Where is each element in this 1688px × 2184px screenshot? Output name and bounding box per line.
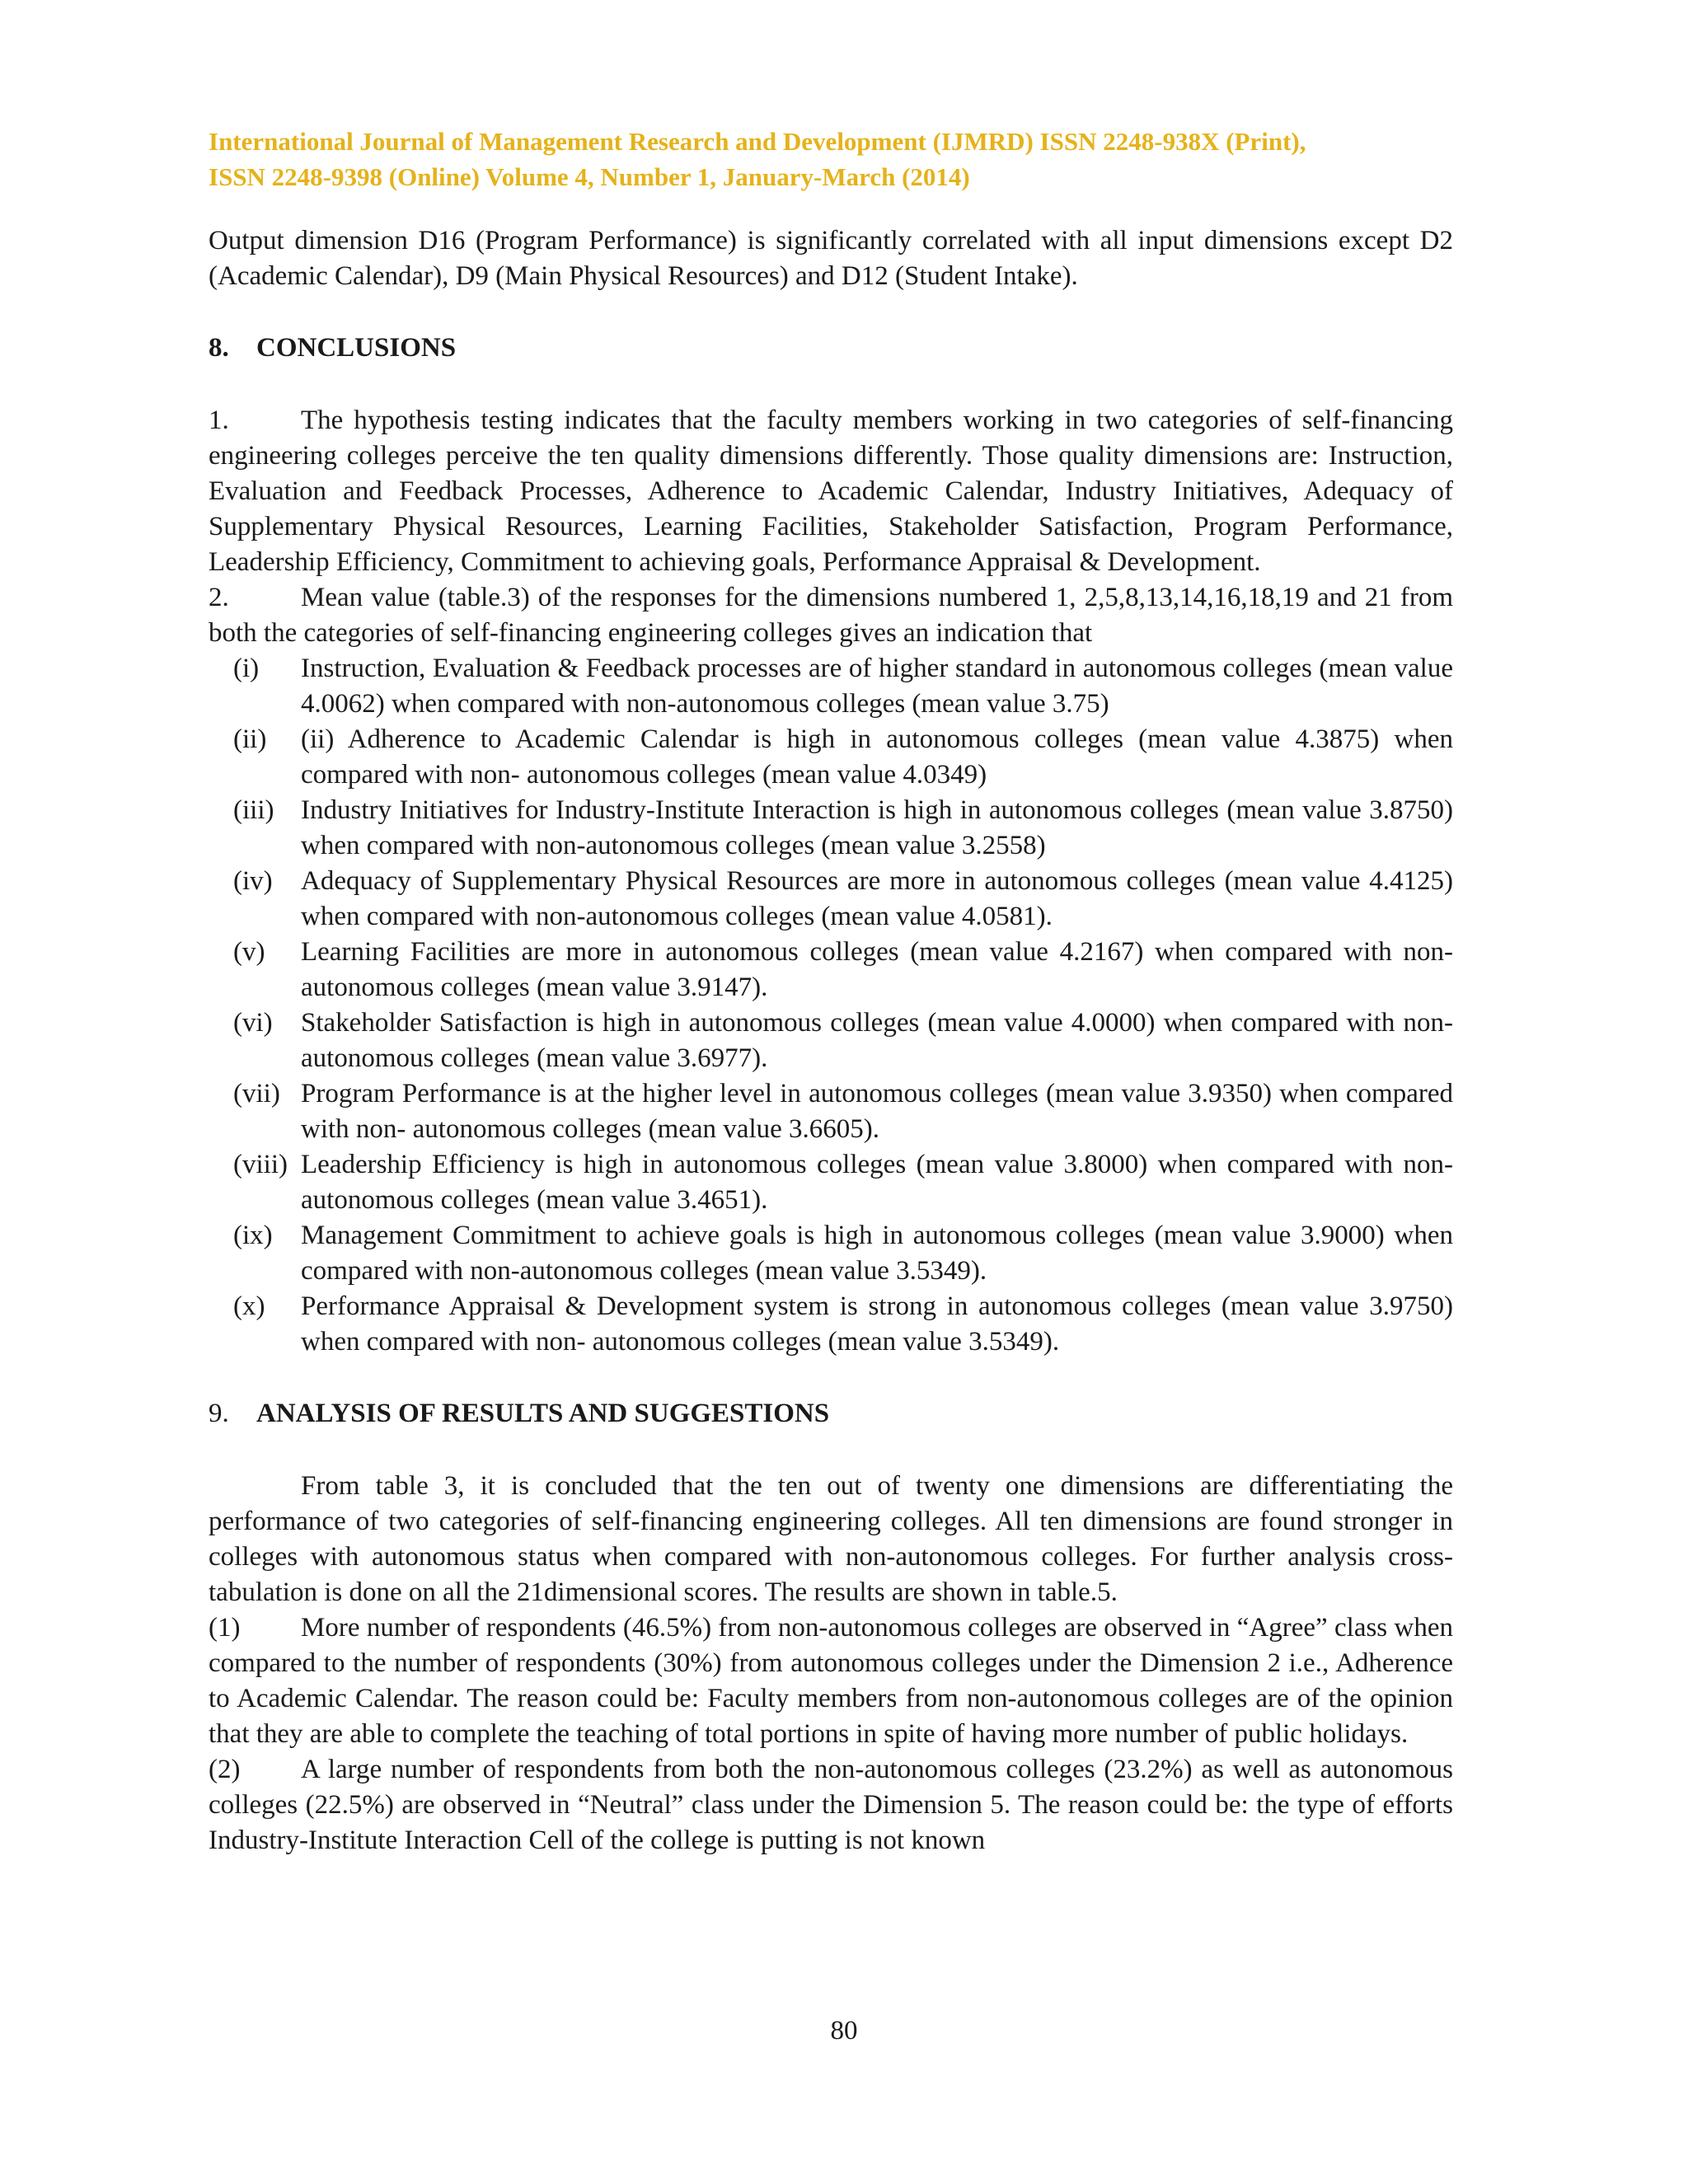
analysis-point-1-text: More number of respondents (46.5%) from non-autonomous colleges are observed in “Agree” class when compared to the number of respondents (30%) from autonomous colleges under the Dimension 2 i.e., Adherence to Academic Calendar. The reason could be: Faculty members from non-autonomous colleges are of the opinion that they are able to complete the teaching of total portions in spite of having more number of public holidays. (209, 1613, 1453, 1749)
list-item-label: (vi) (233, 1008, 273, 1038)
list-item (209, 1289, 1453, 1360)
list-item-label: (viii) (233, 1150, 288, 1179)
list-item-label: (x) (233, 1291, 265, 1321)
list-item-text: (ii) Adherence to Academic Calendar is high in autonomous colleges (mean value 4.3875) when compared with non- autonomous colleges (mean value 4.0349) (301, 724, 1453, 790)
intro-paragraph: Output dimension D16 (Program Performance) is significantly correlated with all input dimensions except D2 (Academic Calendar), D9 (Main Physical Resources) and D12 (Student Intake). (209, 226, 1453, 291)
list-item (209, 1005, 1453, 1076)
list-item-text: Stakeholder Satisfaction is high in autonomous colleges (mean value 4.0000) when compared with non-autonomous colleges (mean value 3.6977). (301, 1008, 1453, 1073)
section-8-heading (209, 330, 1453, 366)
list-item-text: Management Commitment to achieve goals is high in autonomous colleges (mean value 3.9000) when compared with non-autonomous colleges (mean value 3.5349). (301, 1221, 1453, 1286)
analysis-point-1 (209, 1610, 1453, 1752)
list-item-label: (i) (233, 654, 260, 683)
conclusion-point-1-number: 1. (209, 405, 229, 435)
list-item-text: Learning Facilities are more in autonomous colleges (mean value 4.2167) when compared with non-autonomous colleges (mean value 3.9147). (301, 937, 1453, 1002)
list-item-text: Performance Appraisal & Development system is strong in autonomous colleges (mean value 3.9750) when compared with non- autonomous colleges (mean value 3.5349). (301, 1291, 1453, 1357)
conclusion-point-1-text: The hypothesis testing indicates that the faculty members working in two categories of self-financing engineering colleges perceive the ten quality dimensions differently. Those quality dimensions are: Instruction, Evaluation and Feedback Processes, Adherence to Academic Calendar, Industry Initiatives, Adequacy of Supplementary Physical Resources, Learning Facilities, Stakeholder Satisfaction, Program Performance, Leadership Efficiency, Commitment to achieving goals, Performance Appraisal & Development. (209, 405, 1453, 577)
conclusion-point-2 (209, 580, 1453, 651)
list-item (209, 1218, 1453, 1289)
section-9-title: ANALYSIS OF RESULTS AND SUGGESTIONS (256, 1399, 830, 1428)
list-item (209, 1076, 1453, 1147)
list-item-text: Adequacy of Supplementary Physical Resources are more in autonomous colleges (mean value 4.4125) when compared with non-autonomous colleges (mean value 4.0581). (301, 866, 1453, 931)
list-item-text: Industry Initiatives for Industry-Institute Interaction is high in autonomous colleges (mean value 3.8750) when compared with non-autonomous colleges (mean value 3.2558) (301, 795, 1453, 860)
analysis-paragraph: From table 3, it is concluded that the ten out of twenty one dimensions are differentiating the performance of two categories of self-financing engineering colleges. All ten dimensions are found stronger in colleges with autonomous status when compared with non-autonomous colleges. For further analysis cross-tabulation is done on all the 21dimensional scores. The results are shown in table.5. (209, 1471, 1453, 1607)
journal-header-line1: International Journal of Management Research and Development (IJMRD) ISSN 2248-938X (Print), (209, 127, 1306, 156)
list-item-label: (ix) (233, 1221, 273, 1250)
list-item-label: (v) (233, 937, 265, 967)
page-number: 80 (830, 2016, 858, 2046)
list-item-text: Program Performance is at the higher level in autonomous colleges (mean value 3.9350) when compared with non- autonomous colleges (mean value 3.6605). (301, 1079, 1453, 1144)
list-item-label: (iv) (233, 866, 273, 896)
roman-list (209, 651, 1453, 1360)
analysis-point-2-text: A large number of respondents from both the non-autonomous colleges (23.2%) as well as autonomous colleges (22.5%) are observed in “Neutral” class under the Dimension 5. The reason could be: the type of efforts Industry-Institute Interaction Cell of the college is putting is not known (209, 1755, 1453, 1855)
section-9-number: 9. (209, 1399, 229, 1428)
section-8-title: CONCLUSIONS (256, 333, 457, 363)
section-9-heading (209, 1396, 1453, 1432)
list-item (209, 864, 1453, 935)
article-body (209, 124, 1453, 1858)
journal-header (209, 124, 1453, 194)
analysis-point-2-number: (2) (209, 1755, 241, 1784)
list-item (209, 722, 1453, 793)
journal-header-line2: ISSN 2248-9398 (Online) Volume 4, Number 1, January-March (2014) (209, 162, 970, 191)
list-item (209, 1147, 1453, 1218)
list-item (209, 935, 1453, 1005)
analysis-point-1-number: (1) (209, 1613, 241, 1643)
section-8-number: 8. (209, 333, 229, 363)
list-item (209, 651, 1453, 722)
list-item (209, 793, 1453, 864)
analysis-point-2 (209, 1752, 1453, 1858)
conclusion-point-2-text: Mean value (table.3) of the responses for the dimensions numbered 1, 2,5,8,13,14,16,18,19 and 21 from both the categories of self-financing engineering colleges gives an indication that (209, 583, 1453, 648)
list-item-label: (ii) (233, 724, 267, 754)
list-item-text: Instruction, Evaluation & Feedback processes are of higher standard in autonomous colleges (mean value 4.0062) when compared with non-autonomous colleges (mean value 3.75) (301, 654, 1453, 719)
conclusion-point-2-number: 2. (209, 583, 229, 612)
list-item-text: Leadership Efficiency is high in autonomous colleges (mean value 3.8000) when compared with non-autonomous colleges (mean value 3.4651). (301, 1150, 1453, 1215)
list-item-label: (vii) (233, 1079, 280, 1108)
conclusion-point-1 (209, 403, 1453, 580)
list-item-label: (iii) (233, 795, 274, 825)
